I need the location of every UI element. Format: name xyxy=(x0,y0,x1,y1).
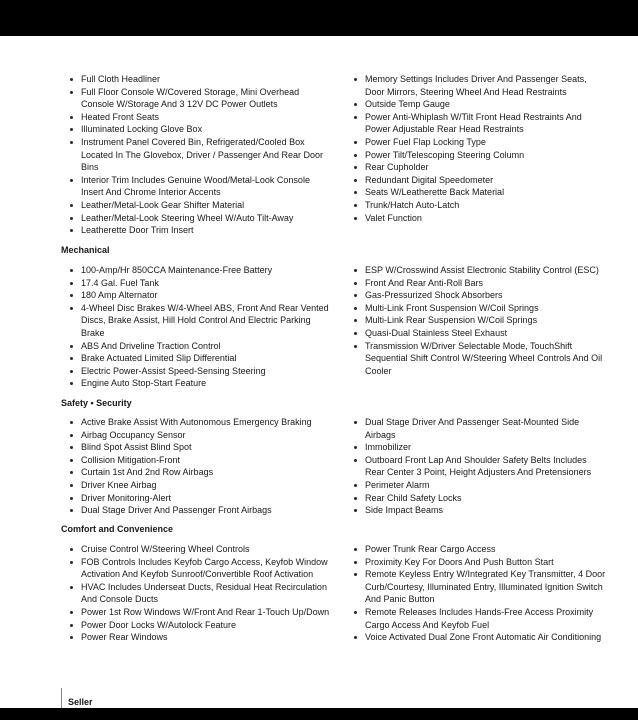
list-item: Dual Stage Driver And Passenger Seat-Mounted Side Airbags xyxy=(346,416,606,441)
list-item: Illuminated Locking Glove Box xyxy=(62,123,330,136)
list-item: Driver Monitoring-Alert xyxy=(62,492,330,505)
list-item: ABS And Driveline Traction Control xyxy=(62,340,330,353)
top-black-bar xyxy=(0,0,638,36)
list-item: Engine Auto Stop-Start Feature xyxy=(62,377,330,390)
comfort-left-list xyxy=(62,543,330,644)
safety-section xyxy=(0,416,638,517)
bottom-black-bar xyxy=(0,708,638,720)
list-item: Brake Actuated Limited Slip Differential xyxy=(62,352,330,365)
list-item: Remote Releases Includes Hands-Free Access Proximity Cargo Access And Keyfob Fuel xyxy=(346,606,606,631)
list-item: Full Cloth Headliner xyxy=(62,73,330,86)
list-item: Valet Function xyxy=(346,212,606,225)
list-item: Power 1st Row Windows W/Front And Rear 1-Touch Up/Down xyxy=(62,606,330,619)
mechanical-right-list xyxy=(346,264,606,377)
mechanical-left-list xyxy=(62,264,330,390)
list-item: Dual Stage Driver And Passenger Front Airbags xyxy=(62,504,330,517)
list-item: Electric Power-Assist Speed-Sensing Steering xyxy=(62,365,330,378)
safety-right-list xyxy=(346,416,606,517)
list-item: Power Fuel Flap Locking Type xyxy=(346,136,606,149)
list-item: Full Floor Console W/Covered Storage, Mini Overhead Console W/Storage And 3 12V DC Power Outlets xyxy=(62,86,330,111)
list-item: Power Door Locks W/Autolock Feature xyxy=(62,619,330,632)
list-item: Memory Settings Includes Driver And Passenger Seats, Door Mirrors, Steering Wheel And Head Restraints xyxy=(346,73,606,98)
list-item: 4-Wheel Disc Brakes W/4-Wheel ABS, Front And Rear Vented Discs, Brake Assist, Hill Hold Control And Electric Parking Brake xyxy=(62,302,330,340)
list-item: Remote Keyless Entry W/Integrated Key Transmitter, 4 Door Curb/Courtesy, Illuminated Entry, Illuminated Ignition Switch And Panic Button xyxy=(346,568,606,606)
list-item: Perimeter Alarm xyxy=(346,479,606,492)
list-item: Trunk/Hatch Auto-Latch xyxy=(346,199,606,212)
list-item: Power Rear Windows xyxy=(62,631,330,644)
list-item: Rear Cupholder xyxy=(346,161,606,174)
list-item: Outboard Front Lap And Shoulder Safety Belts Includes Rear Center 3 Point, Height Adjusters And Pretensioners xyxy=(346,454,606,479)
interior-section xyxy=(0,73,638,237)
list-item: 100-Amp/Hr 850CCA Maintenance-Free Battery xyxy=(62,264,330,277)
comfort-heading: Comfort and Convenience xyxy=(61,524,174,534)
list-item: Collision Mitigation-Front xyxy=(62,454,330,467)
list-item: Transmission W/Driver Selectable Mode, TouchShift Sequential Shift Control W/Steering Wheel Controls And Oil Cooler xyxy=(346,340,606,378)
list-item: Gas-Pressurized Shock Absorbers xyxy=(346,289,606,302)
list-item: Power Trunk Rear Cargo Access xyxy=(346,543,606,556)
interior-right-list xyxy=(346,73,606,224)
list-item: 180 Amp Alternator xyxy=(62,289,330,302)
list-item: Immobilizer xyxy=(346,441,606,454)
list-item: Rear Child Safety Locks xyxy=(346,492,606,505)
comfort-section xyxy=(0,543,638,644)
list-item: Proximity Key For Doors And Push Button Start xyxy=(346,556,606,569)
list-item: Curtain 1st And 2nd Row Airbags xyxy=(62,466,330,479)
safety-left-list xyxy=(62,416,330,517)
list-item: Driver Knee Airbag xyxy=(62,479,330,492)
list-item: Blind Spot Assist Blind Spot xyxy=(62,441,330,454)
list-item: 17.4 Gal. Fuel Tank xyxy=(62,277,330,290)
comfort-right-list xyxy=(346,543,606,644)
list-item: ESP W/Crosswind Assist Electronic Stability Control (ESC) xyxy=(346,264,606,277)
mechanical-heading: Mechanical xyxy=(61,245,110,255)
list-item: Leather/Metal-Look Steering Wheel W/Auto Tilt-Away xyxy=(62,212,330,225)
list-item: Instrument Panel Covered Bin, Refrigerated/Cooled Box Located In The Glovebox, Driver / Passenger And Rear Door Bins xyxy=(62,136,330,174)
mechanical-section xyxy=(0,264,638,390)
list-item: Voice Activated Dual Zone Front Automatic Air Conditioning xyxy=(346,631,606,644)
list-item: Quasi-Dual Stainless Steel Exhaust xyxy=(346,327,606,340)
list-item: Heated Front Seats xyxy=(62,111,330,124)
list-item: Airbag Occupancy Sensor xyxy=(62,429,330,442)
list-item: Side Impact Beams xyxy=(346,504,606,517)
list-item: Multi-Link Rear Suspension W/Coil Springs xyxy=(346,314,606,327)
list-item: Cruise Control W/Steering Wheel Controls xyxy=(62,543,330,556)
list-item: Seats W/Leatherette Back Material xyxy=(346,186,606,199)
list-item: Active Brake Assist With Autonomous Emergency Braking xyxy=(62,416,330,429)
interior-left-list xyxy=(62,73,330,237)
safety-heading: Safety • Security xyxy=(61,398,132,408)
seller-label: Seller xyxy=(61,688,93,708)
list-item: Power Anti-Whiplash W/Tilt Front Head Restraints And Power Adjustable Rear Head Restraints xyxy=(346,111,606,136)
list-item: Outside Temp Gauge xyxy=(346,98,606,111)
list-item: Power Tilt/Telescoping Steering Column xyxy=(346,149,606,162)
list-item: FOB Controls Includes Keyfob Cargo Access, Keyfob Window Activation And Keyfob Sunroof/Convertible Roof Activation xyxy=(62,556,330,581)
list-item: Multi-Link Front Suspension W/Coil Springs xyxy=(346,302,606,315)
list-item: HVAC Includes Underseat Ducts, Residual Heat Recirculation And Console Ducts xyxy=(62,581,330,606)
list-item: Leather/Metal-Look Gear Shifter Material xyxy=(62,199,330,212)
list-item: Redundant Digital Speedometer xyxy=(346,174,606,187)
list-item: Front And Rear Anti-Roll Bars xyxy=(346,277,606,290)
list-item: Leatherette Door Trim Insert xyxy=(62,224,330,237)
list-item: Interior Trim Includes Genuine Wood/Metal-Look Console Insert And Chrome Interior Accents xyxy=(62,174,330,199)
